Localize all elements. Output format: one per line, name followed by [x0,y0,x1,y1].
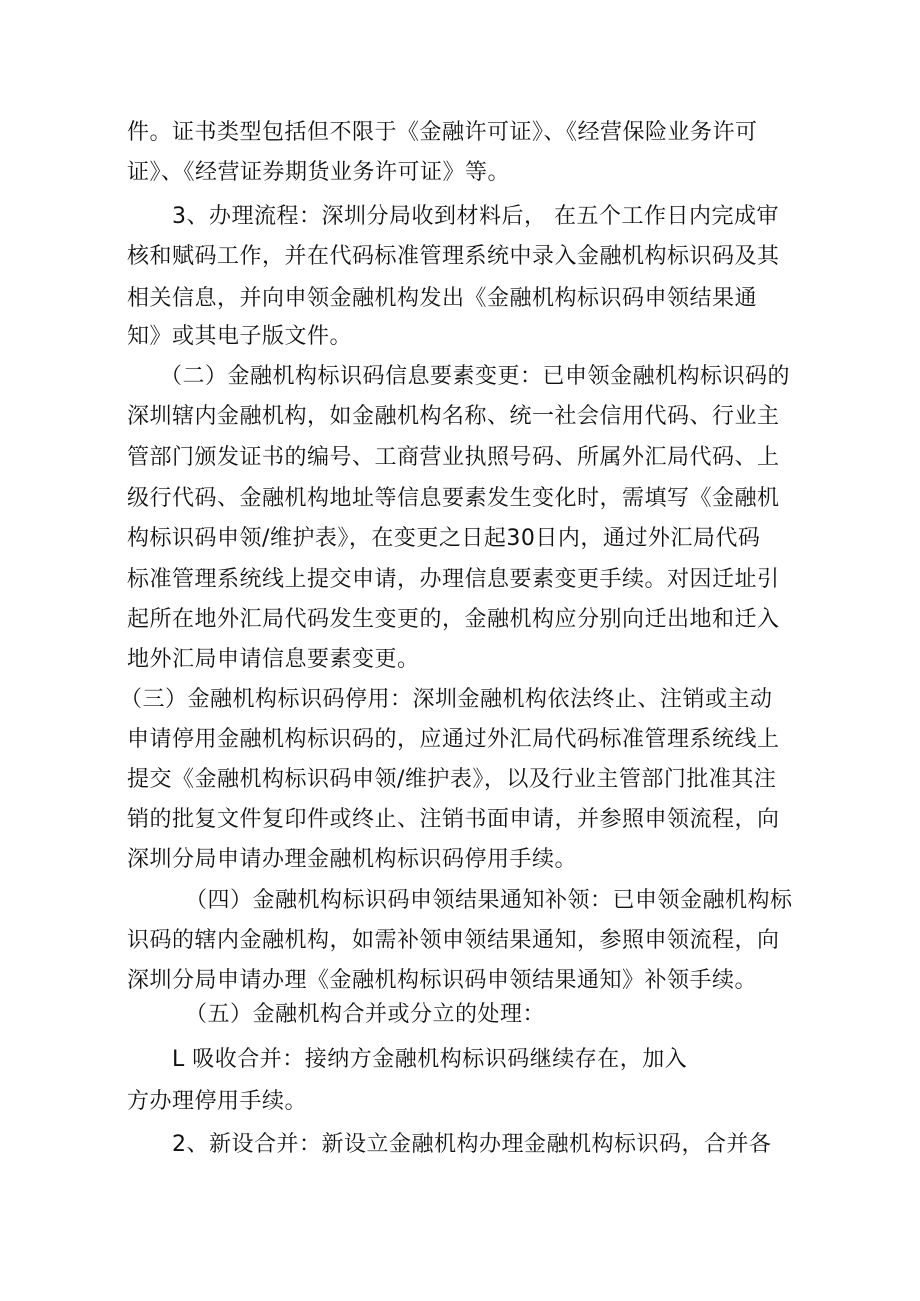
text-line: 销的批复文件复印件或终止、注销书面申请，并参照申领流程，向 [127,807,780,832]
text-line: 2、新设合并：新设立金融机构办理金融机构标识码，合并各 [172,1132,772,1157]
text-line: L 吸收合并：接纳方金融机构标识码继续存在，加入 [172,1047,688,1072]
text-line: 起所在地外汇局代码发生变更的，金融机构应分别向迁出地和迁入 [127,607,780,632]
text-line: 相关信息，并向申领金融机构发出《金融机构标识码申领结果通 [127,286,758,311]
text-line: 构标识码申领/维护表》，在变更之日起30日内，通过外汇局代码 [127,526,761,551]
text-line: 标准管理系统线上提交申请，办理信息要素变更手续。对因迁址引 [127,567,780,592]
text-line: 深圳分局申请办理金融机构标识码停用手续。 [127,847,578,872]
text-line: 管部门颁发证书的编号、工商营业执照号码、所属外汇局代码、上 [127,445,780,470]
text-line: （三）金融机构标识码停用：深圳金融机构依法终止、注销或主动 [120,687,773,712]
text-line: 方办理停用手续。 [127,1089,308,1114]
text-line: （四）金融机构标识码申领结果通知补领：已申领金融机构标 [185,888,793,913]
text-line: 申请停用金融机构标识码的，应通过外汇局代码标准管理系统线上 [127,727,780,752]
text-line: 级行代码、金融机构地址等信息要素发生变化时，需填写《金融机 [127,486,780,511]
text-line: 件。证书类型包括但不限于《金融许可证》、《经营保险业务许可 [127,120,758,145]
text-line: 深圳辖内金融机构，如金融机构名称、统一社会信用代码、行业主 [127,404,780,429]
text-line: 地外汇局申请信息要素变更。 [127,647,420,672]
text-line: （五）金融机构合并或分立的处理： [185,1002,546,1027]
text-line: （二）金融机构标识码信息要素变更：已申领金融机构标识码的 [160,364,791,389]
text-line: 证》、《经营证券期货业务许可证》等。 [127,160,511,185]
text-line: 深圳分局申请办理《金融机构标识码申领结果通知》补领手续。 [127,968,758,993]
text-line: 核和赋码工作，并在代码标准管理系统中录入金融机构标识码及其 [127,244,780,269]
text-line: 知》或其电子版文件。 [127,324,353,349]
text-line: 识码的辖内金融机构，如需补领申领结果通知，参照申领流程，向 [127,928,780,953]
text-line: 3、办理流程：深圳分局收到材料后， 在五个工作日内完成审 [172,204,779,229]
text-line: 提交《金融机构标识码申领/维护表》，以及行业主管部门批准其注 [127,767,777,792]
